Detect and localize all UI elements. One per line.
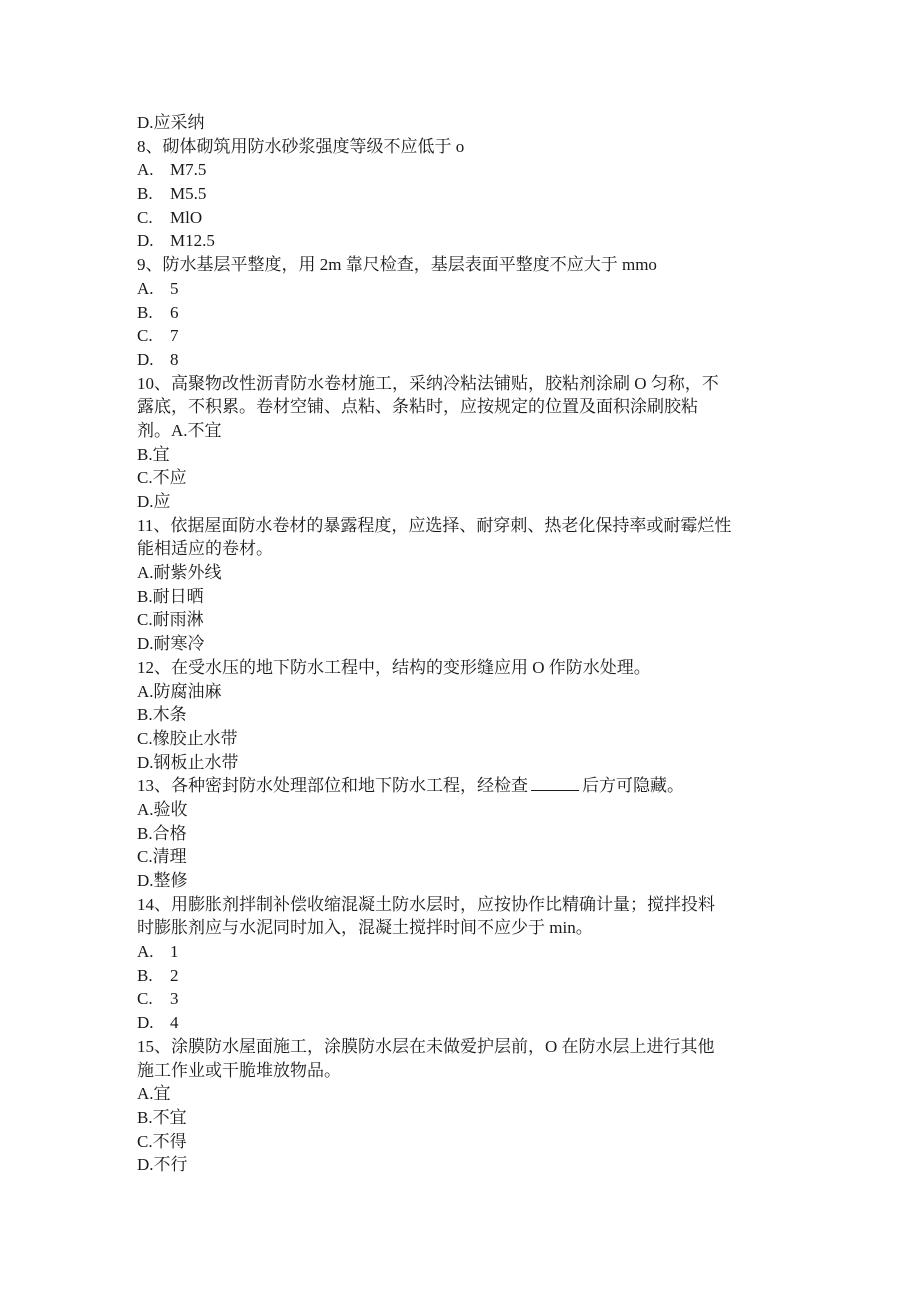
answer-option — [137, 277, 787, 301]
text-line: C.不应 — [137, 468, 187, 488]
text-line: 9、防水基层平整度，用 2m 靠尺检查，基层表面平整度不应大于 mmo — [137, 255, 657, 275]
question-line — [137, 774, 787, 798]
text-line: C.不得 — [137, 1131, 187, 1151]
answer-option — [137, 940, 787, 964]
option-value: M5.5 — [170, 184, 207, 204]
text-line: C.清理 — [137, 847, 187, 867]
text-line: B.木条 — [137, 705, 187, 725]
text-line: 12、在受水压的地下防水工程中，结构的变形缝应用 O 作防水处理。 — [137, 657, 651, 677]
text-line: 15、涂膜防水屋面施工，涂膜防水层在未做爱护层前，O 在防水层上进行其他 — [137, 1036, 715, 1056]
text-line: 剂。A.不宜 — [137, 420, 222, 440]
option-letter: C. — [137, 989, 153, 1009]
option-value: M7.5 — [170, 160, 207, 180]
answer-option — [137, 348, 787, 372]
answer-option — [137, 324, 787, 348]
answer-option — [137, 1011, 787, 1035]
option-letter: A. — [137, 942, 154, 962]
text-line: B.不宜 — [137, 1107, 187, 1127]
option-value: 7 — [170, 326, 179, 346]
question-text: 13、各种密封防水处理部位和地下防水工程，经检查 — [137, 776, 528, 796]
option-value: 6 — [170, 302, 179, 322]
option-letter: C. — [137, 207, 153, 227]
text-line: A.宜 — [137, 1084, 171, 1104]
option-letter: B. — [137, 184, 153, 204]
text-line: D.耐寒冷 — [137, 634, 205, 654]
option-letter: B. — [137, 965, 153, 985]
answer-option — [137, 206, 787, 230]
text-line: D.应采纳 — [137, 113, 205, 132]
option-value: 3 — [170, 989, 179, 1009]
text-line: B.耐日晒 — [137, 586, 204, 606]
text-line: B.合格 — [137, 823, 187, 843]
option-value: 1 — [170, 942, 179, 962]
text-line: C.橡胶止水带 — [137, 728, 238, 748]
text-line: D.整修 — [137, 871, 188, 890]
option-value: 8 — [170, 349, 179, 369]
option-letter: A. — [137, 160, 154, 180]
option-letter: D. — [137, 349, 154, 369]
text-line: A.验收 — [137, 799, 188, 819]
text-line: 能相适应的卷材。 — [137, 539, 273, 559]
answer-option — [137, 229, 787, 253]
text-line: A.防腐油麻 — [137, 681, 222, 701]
fill-blank — [531, 776, 579, 791]
answer-option — [137, 301, 787, 325]
option-value: M12.5 — [170, 231, 215, 251]
text-line: A.耐紫外线 — [137, 563, 222, 583]
answer-option — [137, 158, 787, 182]
answer-option — [137, 182, 787, 206]
question-text: 后方可隐藏。 — [582, 776, 684, 796]
text-line: C.耐雨淋 — [137, 610, 204, 630]
option-value: 2 — [170, 965, 179, 985]
text-line: 时膨胀剂应与水泥同时加入，混凝土搅拌时间不应少于 min。 — [137, 918, 593, 938]
text-line: 11、依据屋面防水卷材的暴露程度，应选择、耐穿刺、热老化保持率或耐霉烂性 — [137, 515, 732, 535]
option-letter: C. — [137, 326, 153, 346]
text-line: 施工作业或干脆堆放物品。 — [137, 1060, 341, 1080]
option-letter: D. — [137, 1013, 154, 1033]
option-value: 5 — [170, 278, 179, 298]
text-line: B.宜 — [137, 444, 170, 464]
text-line: 露底，不积累。卷材空铺、点粘、条粘时，应按规定的位置及面积涂刷胶粘 — [137, 397, 698, 417]
option-value: 4 — [170, 1013, 179, 1033]
text-line: D.不行 — [137, 1155, 188, 1175]
text-line: 10、高聚物改性沥青防水卷材施工，采纳冷粘法铺贴，胶粘剂涂刷 O 匀称，不 — [137, 373, 719, 393]
text-line: D.应 — [137, 492, 171, 511]
option-value: MlO — [170, 207, 203, 227]
text-line: D.钢板止水带 — [137, 752, 239, 772]
text-line: 14、用膨胀剂拌制补偿收缩混凝土防水层时，应按协作比精确计量；搅拌投料 — [137, 894, 715, 914]
option-letter: D. — [137, 231, 154, 251]
text-line: 8、砌体砌筑用防水砂浆强度等级不应低于 o — [137, 136, 465, 156]
document-page — [137, 111, 787, 1177]
answer-option — [137, 987, 787, 1011]
option-letter: B. — [137, 302, 153, 322]
answer-option — [137, 964, 787, 988]
option-letter: A. — [137, 278, 154, 298]
